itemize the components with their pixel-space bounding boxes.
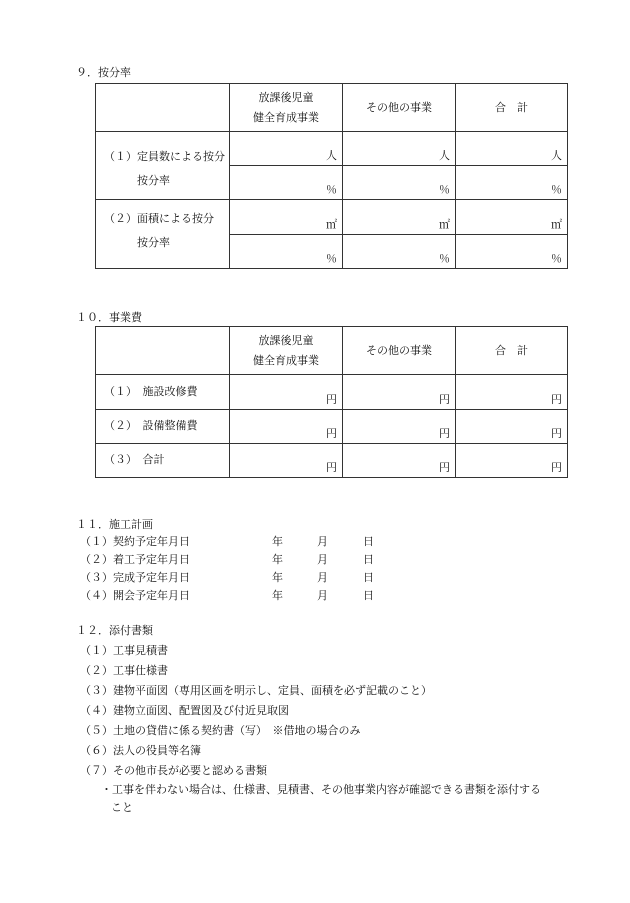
equipment-label: （２） 設備整備費 — [96, 410, 230, 444]
section-9-title: ９．按分率 — [76, 66, 131, 79]
attachment-item: （４）建物立面図、配置図及び付近見取図 — [80, 704, 289, 717]
cost-total-total-cell[interactable]: 円 — [456, 444, 568, 478]
header-afterschool — [230, 84, 343, 132]
cost-header-afterschool-line2: 健全育成事業 — [253, 353, 319, 367]
schedule-start-label: （２）着工予定年月日 — [80, 553, 190, 566]
capacity-other-cell[interactable]: 人 — [343, 132, 456, 166]
cost-header-blank — [96, 327, 230, 375]
schedule-contract-label: （１）契約予定年月日 — [80, 535, 190, 548]
area-afterschool-cell[interactable]: ㎡ — [230, 200, 343, 235]
cost-total-afterschool-cell[interactable]: 円 — [230, 444, 343, 478]
row-area-line1: （２）面積による按分 — [104, 212, 214, 225]
cost-header-afterschool-line1: 放課後児童 — [258, 333, 314, 347]
capacity-rate-other-cell[interactable]: ％ — [343, 166, 456, 200]
schedule-opening-day: 日 — [363, 589, 374, 602]
section-10-title: １０．事業費 — [76, 311, 142, 324]
cost-header-other: その他の事業 — [343, 327, 456, 375]
section-12-title: １２．添付書類 — [76, 624, 153, 637]
attachment-note-line1: ・工事を伴わない場合は、仕様書、見積書、その他事業内容が確認できる書類を添付する — [101, 783, 541, 796]
cost-header-afterschool — [230, 327, 343, 375]
cost-header-total: 合 計 — [456, 327, 568, 375]
capacity-rate-afterschool-cell[interactable]: ％ — [230, 166, 343, 200]
renovation-afterschool-cell[interactable]: 円 — [230, 375, 343, 410]
capacity-rate-total-cell[interactable]: ％ — [456, 166, 568, 200]
project-cost-table — [95, 326, 568, 478]
schedule-complete-year: 年 — [272, 571, 283, 584]
schedule-contract-day: 日 — [363, 535, 374, 548]
cost-total-label: （３） 合計 — [96, 444, 230, 478]
attachment-item: （１）工事見積書 — [80, 644, 168, 657]
cost-total-other-cell[interactable]: 円 — [343, 444, 456, 478]
attachment-item: （７）その他市長が必要と認める書類 — [80, 764, 267, 777]
schedule-start-month: 月 — [317, 553, 328, 566]
header-afterschool-line1: 放課後児童 — [258, 90, 314, 104]
row-capacity-label — [96, 132, 230, 200]
section-11-title: １１．施工計画 — [76, 518, 153, 531]
schedule-start-day: 日 — [363, 553, 374, 566]
schedule-complete-day: 日 — [363, 571, 374, 584]
attachment-item: （５）土地の貸借に係る契約書（写） ※借地の場合のみ — [80, 724, 361, 737]
schedule-contract-year: 年 — [272, 535, 283, 548]
attachment-note-line2: こと — [111, 801, 133, 814]
attachment-item: （２）工事仕様書 — [80, 664, 168, 677]
row-area-line2: 按分率 — [137, 236, 170, 249]
area-rate-afterschool-cell[interactable]: ％ — [230, 235, 343, 269]
schedule-start-year: 年 — [272, 553, 283, 566]
schedule-opening-month: 月 — [317, 589, 328, 602]
header-other: その他の事業 — [343, 84, 456, 132]
renovation-total-cell[interactable]: 円 — [456, 375, 568, 410]
schedule-contract-month: 月 — [317, 535, 328, 548]
schedule-opening-year: 年 — [272, 589, 283, 602]
renovation-other-cell[interactable]: 円 — [343, 375, 456, 410]
row-capacity-line1: （１）定員数による按分 — [104, 150, 225, 163]
schedule-opening-label: （４）開会予定年月日 — [80, 589, 190, 602]
renovation-label: （１） 施設改修費 — [96, 375, 230, 410]
equipment-other-cell[interactable]: 円 — [343, 410, 456, 444]
row-capacity-line2: 按分率 — [137, 174, 170, 187]
equipment-total-cell[interactable]: 円 — [456, 410, 568, 444]
capacity-total-cell[interactable]: 人 — [456, 132, 568, 166]
header-blank — [96, 84, 230, 132]
header-afterschool-line2: 健全育成事業 — [253, 110, 319, 124]
capacity-afterschool-cell[interactable]: 人 — [230, 132, 343, 166]
schedule-complete-month: 月 — [317, 571, 328, 584]
area-other-cell[interactable]: ㎡ — [343, 200, 456, 235]
area-rate-total-cell[interactable]: ％ — [456, 235, 568, 269]
row-area-label — [96, 200, 230, 269]
apportionment-table — [95, 83, 568, 269]
area-rate-other-cell[interactable]: ％ — [343, 235, 456, 269]
equipment-afterschool-cell[interactable]: 円 — [230, 410, 343, 444]
schedule-complete-label: （３）完成予定年月日 — [80, 571, 190, 584]
attachment-item: （３）建物平面図（専用区画を明示し、定員、面積を必ず記載のこと） — [80, 684, 432, 697]
attachment-item: （６）法人の役員等名簿 — [80, 744, 201, 757]
header-total: 合 計 — [456, 84, 568, 132]
area-total-cell[interactable]: ㎡ — [456, 200, 568, 235]
